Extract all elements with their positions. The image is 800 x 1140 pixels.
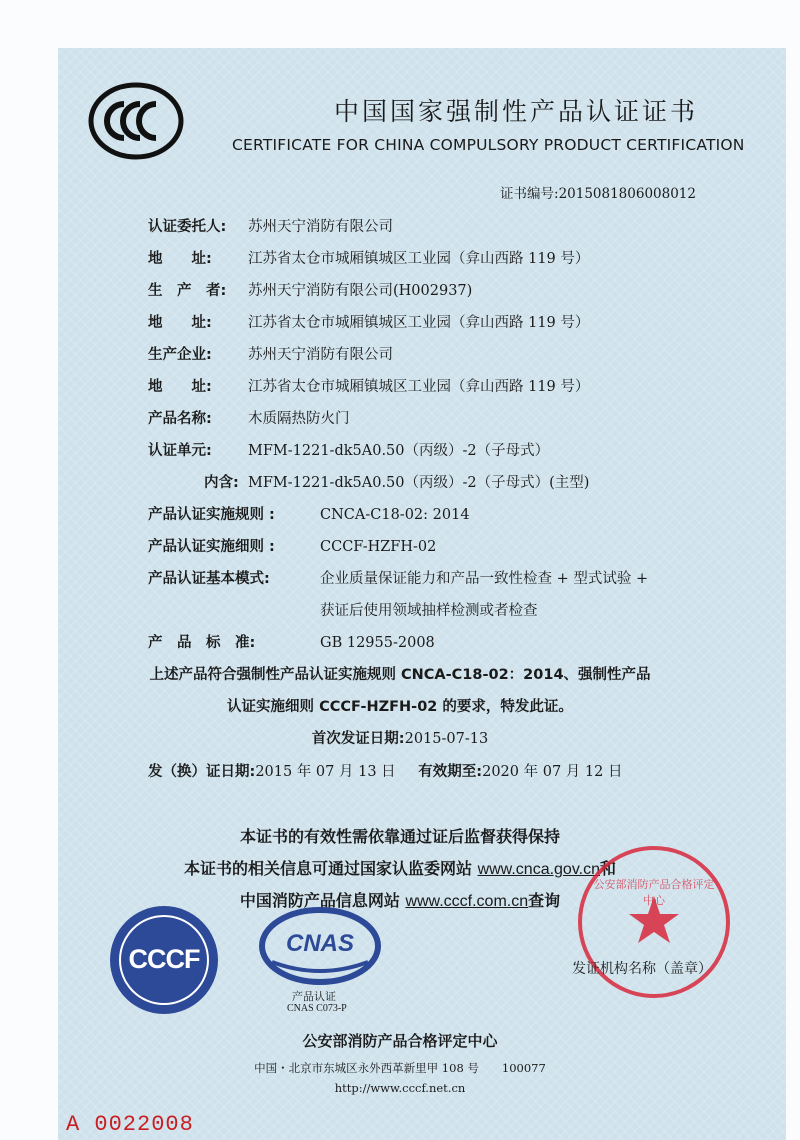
issue-date-value: 2015 年 07 月 13 日 bbox=[255, 764, 396, 780]
cnas-caption: 产品认证 bbox=[292, 990, 336, 1003]
field-label: 产 品 标 准: bbox=[148, 635, 256, 651]
field-label: 内含: bbox=[204, 475, 239, 491]
field-label: 生产企业: bbox=[148, 347, 212, 363]
field-product-standard bbox=[148, 631, 435, 652]
official-seal-mark bbox=[574, 842, 734, 1002]
serial-number: A 0022008 bbox=[66, 1112, 194, 1137]
issuing-authority-caption: 发证机构名称（盖章） bbox=[572, 961, 712, 977]
field-factory-address bbox=[148, 375, 589, 396]
field-label: 生 产 者: bbox=[148, 283, 227, 299]
cccf-note-suffix: 查询 bbox=[528, 891, 561, 910]
first-issue-value: 2015-07-13 bbox=[404, 731, 489, 747]
footer-organization: 公安部消防产品合格评定中心 bbox=[302, 1032, 498, 1050]
field-value: CCCF-HZFH-02 bbox=[320, 539, 437, 555]
field-value: 苏州天宁消防有限公司(H002937) bbox=[248, 283, 473, 299]
field-label: 地 址: bbox=[148, 315, 212, 331]
cnca-note-suffix: 和 bbox=[599, 859, 616, 878]
footer-address: 中国・北京市东城区永外西革新里甲 108 号 100077 bbox=[254, 1061, 546, 1075]
field-value: 苏州天宁消防有限公司 bbox=[248, 347, 393, 363]
field-value: MFM-1221-dk5A0.50（丙级）-2（子母式）(主型) bbox=[248, 475, 590, 491]
field-value: GB 12955-2008 bbox=[320, 635, 435, 651]
field-label: 认证委托人: bbox=[148, 219, 227, 235]
certificate-title-en: CERTIFICATE FOR CHINA COMPULSORY PRODUCT CERTIFICATION bbox=[232, 136, 745, 154]
seal-text: 公安部消防产品合格评定中心 bbox=[593, 878, 715, 907]
certificate-number bbox=[500, 182, 696, 202]
cnas-code: CNAS C073-P bbox=[287, 1003, 347, 1014]
field-value: MFM-1221-dk5A0.50（丙级）-2（子母式） bbox=[248, 443, 550, 459]
field-label: 产品认证基本模式: bbox=[148, 571, 270, 587]
cnas-logo-text: CNAS bbox=[285, 930, 354, 957]
issue-date-label: 发（换）证日期: bbox=[148, 764, 256, 780]
field-value: 江苏省太仓市城厢镇城区工业园（弇山西路 119 号） bbox=[248, 379, 590, 395]
field-label: 地 址: bbox=[148, 251, 212, 267]
field-cert-unit bbox=[148, 439, 549, 460]
cccf-logo-text: CCCF bbox=[128, 944, 200, 974]
cnca-note-prefix: 本证书的相关信息可通过国家认监委网站 bbox=[183, 859, 478, 878]
field-label: 产品认证实施细则 : bbox=[148, 539, 275, 555]
issue-valid-dates bbox=[148, 760, 622, 781]
field-label: 产品名称: bbox=[148, 411, 212, 427]
cnca-website-link[interactable]: www.cnca.gov.cn bbox=[477, 861, 600, 878]
valid-until-value: 2020 年 07 月 12 日 bbox=[482, 764, 623, 780]
cert-number-label: 证书编号: bbox=[500, 186, 559, 202]
first-issue-date bbox=[0, 727, 800, 748]
cert-number-value: 2015081806008012 bbox=[558, 186, 696, 202]
conformity-statement-line1: 上述产品符合强制性产品认证实施规则 CNCA-C18-02：2014、强制性产品 bbox=[149, 667, 651, 683]
field-unit-contains bbox=[204, 471, 589, 492]
field-value: 苏州天宁消防有限公司 bbox=[248, 219, 393, 235]
validity-note: 本证书的有效性需依靠通过证后监督获得保持 bbox=[239, 827, 560, 846]
field-impl-details bbox=[148, 535, 436, 556]
cccf-note-prefix: 中国消防产品信息网站 bbox=[239, 891, 406, 910]
field-label: 产品认证实施规则 : bbox=[148, 507, 275, 523]
field-cert-mode-cont bbox=[320, 599, 538, 620]
field-value: 江苏省太仓市城厢镇城区工业园（弇山西路 119 号） bbox=[248, 315, 590, 331]
field-value: 木质隔热防火门 bbox=[248, 411, 350, 427]
cnas-logo bbox=[258, 906, 382, 986]
field-value: 获证后使用领域抽样检测或者检查 bbox=[320, 603, 538, 619]
field-value: 江苏省太仓市城厢镇城区工业园（弇山西路 119 号） bbox=[248, 251, 590, 267]
ccc-logo bbox=[88, 82, 184, 160]
field-value: 企业质量保证能力和产品一致性检查 + 型式试验 + bbox=[320, 571, 649, 587]
cccf-website-link[interactable]: www.cccf.com.cn bbox=[405, 893, 529, 910]
field-label: 认证单元: bbox=[148, 443, 212, 459]
field-impl-rules bbox=[148, 503, 470, 524]
cccf-logo bbox=[108, 904, 220, 1016]
footer-website[interactable]: http://www.cccf.net.cn bbox=[334, 1081, 466, 1095]
field-manufacturer bbox=[148, 279, 472, 300]
first-issue-label: 首次发证日期: bbox=[311, 731, 405, 747]
field-factory bbox=[148, 343, 393, 364]
field-value: CNCA-C18-02: 2014 bbox=[320, 507, 470, 523]
field-manufacturer-address bbox=[148, 311, 589, 332]
certificate-title-cn: 中国国家强制性产品认证证书 bbox=[334, 97, 699, 126]
field-label: 地 址: bbox=[148, 379, 212, 395]
official-seal bbox=[574, 842, 734, 1002]
field-applicant-address bbox=[148, 247, 589, 268]
field-cert-mode bbox=[148, 567, 648, 588]
field-product-name bbox=[148, 407, 350, 428]
valid-until-label: 有效期至: bbox=[418, 764, 483, 780]
field-applicant bbox=[148, 215, 393, 236]
conformity-statement-line2: 认证实施细则 CCCF-HZFH-02 的要求，特发此证。 bbox=[227, 699, 573, 715]
